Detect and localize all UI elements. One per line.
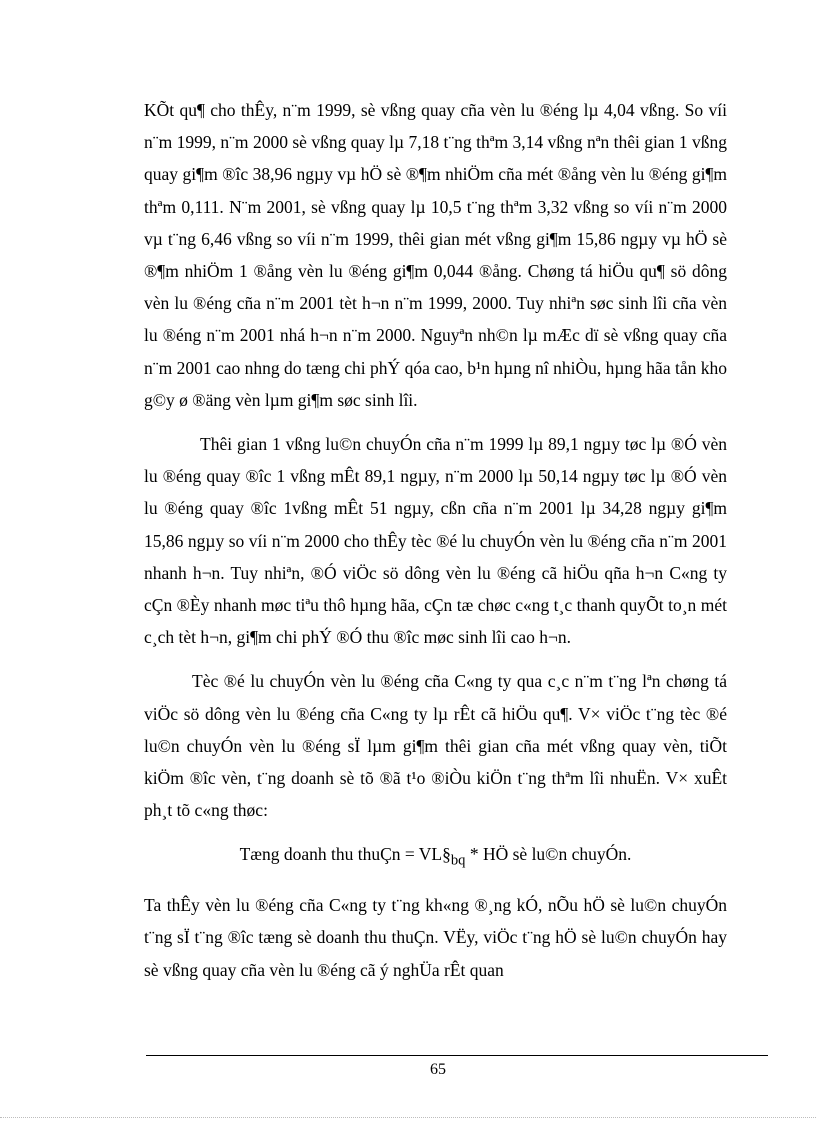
page-number: 65 bbox=[430, 1061, 446, 1078]
paragraph-1: KÕt qu¶ cho thÊy, n¨m 1999, sè vßng quay cña vèn lu ®éng lµ 4,04 vßng. So víi n¨m 1999, n¨m 2000 sè vßng quay lµ 7,18 t¨ng thªm 3,14 vßng nªn thêi gian 1 vßng quay gi¶m ®îc 38,96 ngµy vµ hÖ sè ®¶m nhiÖm cña mét ®ång vèn lu ®éng gi¶m thªm 0,111. N¨m 2001, sè vßng quay lµ 10,5 t¨ng thªm 3,32 vßng so víi n¨m 2000 vµ t¨ng 6,46 vßng so víi n¨m 1999, thêi gian mét vßng gi¶m 15,86 ngµy vµ hÖ sè ®¶m nhiÖm 1 ®ång vèn lu ®éng gi¶m 0,044 ®ång. Chøng tá hiÖu qu¶ sö dông vèn lu ®éng cña n¨m 2001 tèt h¬n n¨m 1999, 2000. Tuy nhiªn søc sinh lîi cña vèn lu ®éng n¨m 2001 nhá h¬n n¨m 2000. Nguyªn nh©n lµ mÆc dï sè vßng quay cña n¨m 2001 cao nhng do tæng chi phÝ qóa cao, b¹n hµng nî nhiÒu, hµng hãa tån kho g©y ø ®äng vèn lµm gi¶m søc sinh lîi. bbox=[144, 100, 727, 410]
body-text bbox=[144, 94, 727, 986]
page-bottom-dotted-line bbox=[0, 1117, 816, 1118]
formula-suffix: * HÖ sè lu©n chuyÓn. bbox=[465, 844, 632, 865]
footer-rule bbox=[146, 1055, 768, 1056]
paragraph-3: Tèc ®é lu chuyÓn vèn lu ®éng cña C«ng ty qua c¸c n¨m t¨ng lªn chøng tá viÖc sö dông vèn lu ®éng cña C«ng ty lµ rÊt cã hiÖu qu¶. V× viÖc t¨ng tèc ®é lu©n chuyÓn vèn lu ®éng sÏ lµm gi¶m thêi gian cña mét vßng quay vèn, tiÕt kiÖm ®îc vèn, t¨ng doanh sè tõ ®ã t¹o ®iÒu kiÖn t¨ng thªm lîi nhuËn. V× xuÊt ph¸t tõ c«ng thøc: bbox=[144, 671, 727, 821]
formula-prefix: Tæng doanh thu thuÇn = VL§ bbox=[239, 844, 451, 865]
formula bbox=[144, 838, 727, 877]
formula-subscript: bq bbox=[450, 852, 466, 869]
paragraph-4: Ta thÊy vèn lu ®éng cña C«ng ty t¨ng kh«ng ®¸ng kÓ, nÕu hÖ sè lu©n chuyÓn t¨ng sÏ t¨ng ®îc tæng sè doanh thu thuÇn. VËy, viÖc t¨ng hÖ sè lu©n chuyÓn hay sè vßng quay cña vèn lu ®éng cã ý nghÜa rÊt quan bbox=[144, 895, 727, 980]
paragraph-2: Thêi gian 1 vßng lu©n chuyÓn cña n¨m 1999 lµ 89,1 ngµy tøc lµ ®Ó vèn lu ®éng quay ®îc 1 vßng mÊt 89,1 ngµy, n¨m 2000 lµ 50,14 ngµy tøc lµ ®Ó vèn lu ®éng quay ®îc 1vßng mÊt 51 ngµy, cßn cña n¨m 2001 lµ 34,28 ngµy gi¶m 15,86 ngµy so víi n¨m 2000 cho thÊy tèc ®é lu chuyÓn vèn lu ®éng cña n¨m 2001 nhanh h¬n. Tuy nhiªn, ®Ó viÖc sö dông vèn lu ®éng cã hiÖu qña h¬n C«ng ty cÇn ®Èy nhanh møc tiªu thô hµng hãa, cÇn tæ chøc c«ng t¸c thanh quyÕt to¸n mét c¸ch tèt h¬n, gi¶m chi phÝ ®Ó thu ®îc møc sinh lîi cao h¬n. bbox=[144, 434, 727, 648]
